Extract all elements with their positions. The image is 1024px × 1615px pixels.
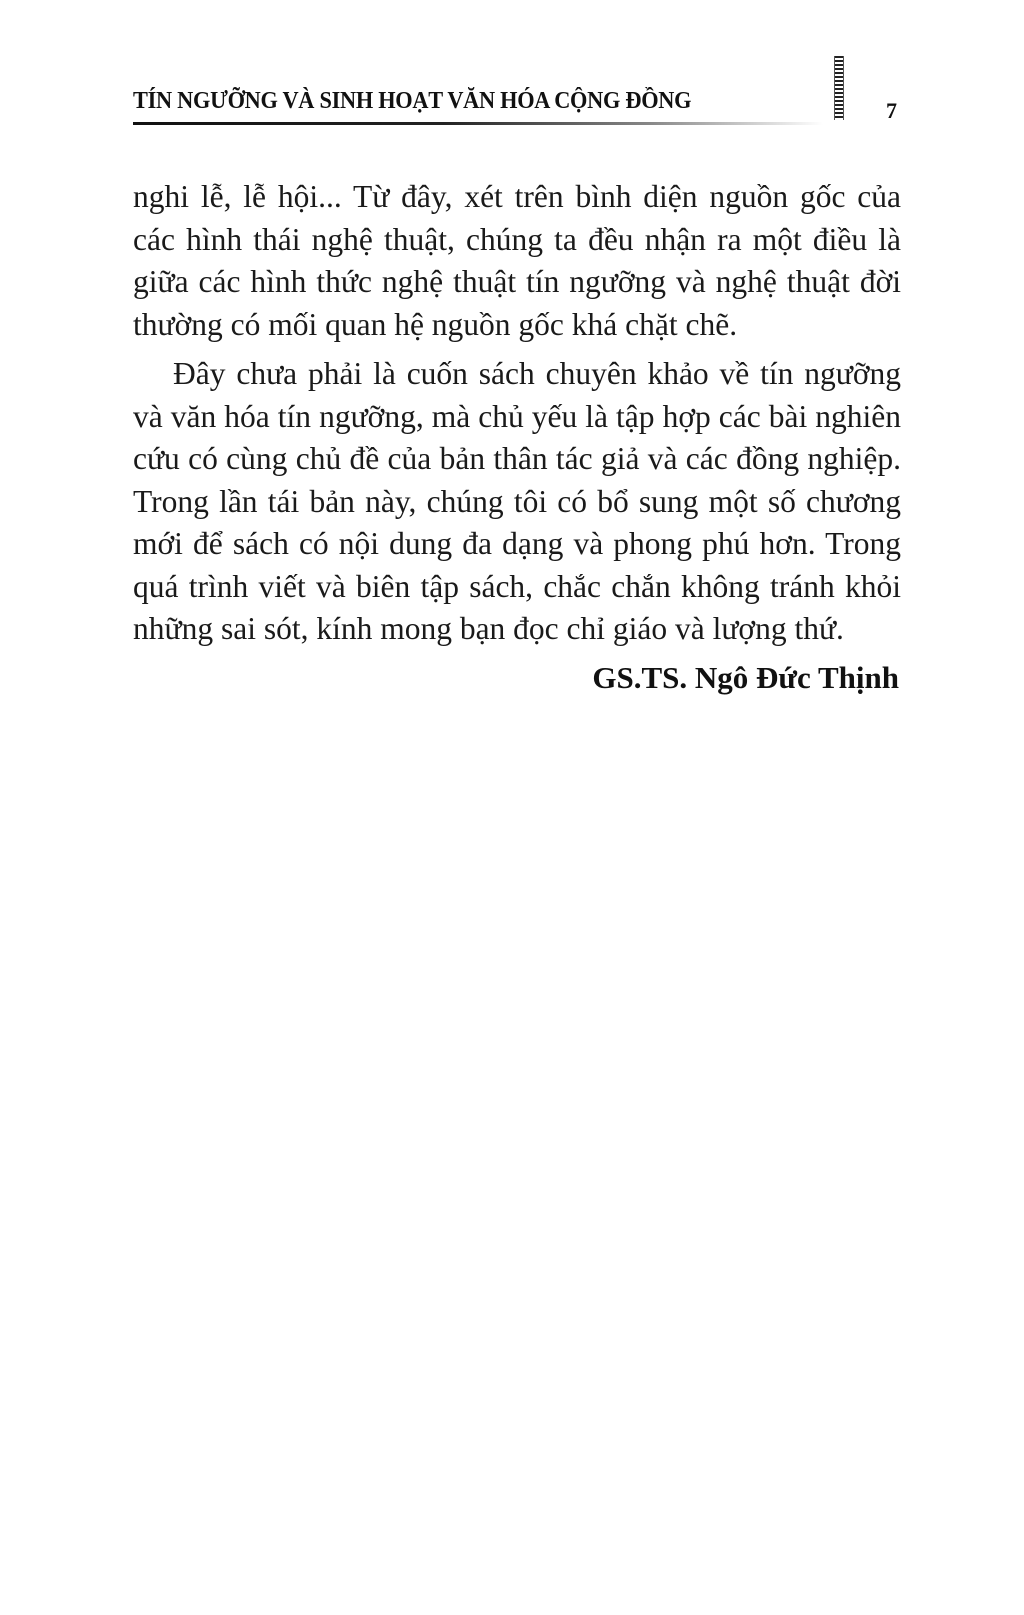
header-ornament [834,56,844,120]
running-header [133,82,833,128]
body-text [133,176,901,658]
paragraph-continuation: nghi lễ, lễ hội... Từ đây, xét trên bình diện nguồn gốc của các hình thái nghệ thuật, chúng ta đều nhận ra một điều là giữa các hình thức nghệ thuật tín ngưỡng và nghệ thuật đời thường có mối quan hệ nguồn gốc khá chặt chẽ. [133,179,901,342]
header-title: TÍN NGƯỠNG VÀ SINH HOẠT VĂN HÓA CỘNG ĐỒNG [133,88,692,114]
paragraph-preface-note: Đây chưa phải là cuốn sách chuyên khảo về tín ngưỡng và văn hóa tín ngưỡng, mà chủ yếu là tập hợp các bài nghiên cứu có cùng chủ đề của bản thân tác giả và các đồng nghiệp. Trong lần tái bản này, chúng tôi có bổ sung một số chương mới để sách có nội dung đa dạng và phong phú hơn. Trong quá trình viết và biên tập sách, chắc chắn không tránh khỏi những sai sót, kính mong bạn đọc chỉ giáo và lượng thứ. [133,356,901,646]
page-number: 7 [886,98,897,123]
author-signature: GS.TS. Ngô Đức Thịnh [592,660,899,695]
header-rule [133,122,823,125]
